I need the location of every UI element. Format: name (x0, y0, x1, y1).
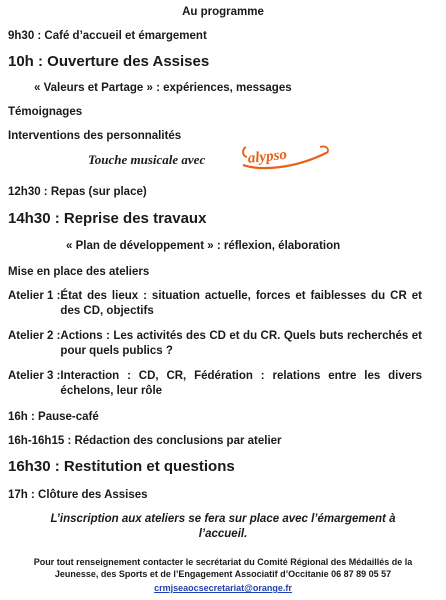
inscription-note: L’inscription aux ateliers se fera sur place avec l’émargement à l’accueil. (50, 513, 396, 540)
page-title: Au programme (182, 6, 264, 18)
atelier-2-text: Actions : Les activités des CD et du CR. Quels buts recherchés et pour quels publics ? (60, 330, 422, 357)
cafe-line: 9h30 : Café d’accueil et émargement (8, 30, 207, 42)
redaction-line: 16h-16h15 : Rédaction des conclusions par atelier (8, 435, 282, 447)
ouverture-heading: 10h : Ouverture des Assises (8, 53, 210, 70)
atelier-1 (8, 289, 422, 319)
email-link[interactable]: crmjseaocsecretariat@orange.fr (154, 583, 292, 593)
plan-line: « Plan de développement » : réflexion, élaboration (66, 240, 341, 252)
atelier-1-label: Atelier 1 : (8, 290, 61, 302)
cloture-line: 17h : Clôture des Assises (8, 489, 148, 501)
atelier-3-label: Atelier 3 : (8, 370, 61, 382)
atelier-2-label: Atelier 2 : (8, 330, 61, 342)
mise-en-place-line: Mise en place des ateliers (8, 266, 150, 278)
atelier-1-text: État des lieux : situation actuelle, forces et faiblesses du CR et des CD, objectifs (60, 290, 422, 317)
atelier-3-text: Interaction : CD, CR, Fédération : relations entre les divers échelons, leur rôle (60, 370, 422, 397)
restitution-heading: 16h30 : Restitution et questions (8, 458, 235, 475)
atelier-2 (8, 329, 422, 359)
svg-text:alypso: alypso (247, 146, 288, 167)
repas-line: 12h30 : Repas (sur place) (8, 186, 147, 198)
atelier-3 (8, 369, 422, 399)
touche-musicale-label: Touche musicale avec (88, 152, 206, 167)
interventions-line: Interventions des personnalités (8, 130, 182, 142)
reprise-heading: 14h30 : Reprise des travaux (8, 210, 207, 227)
pause-line: 16h : Pause-café (8, 411, 99, 423)
calypso-logo (240, 143, 332, 173)
valeurs-line: « Valeurs et Partage » : expériences, messages (34, 82, 292, 94)
contact-info: Pour tout renseignement contacter le secrétariat du Comité Régional des Médaillés de la Jeunesse, des Sports et de l’Engagement Associatif d’Occitanie 06 87 89 05 57 (33, 557, 413, 579)
temoignages-line: Témoignages (8, 106, 83, 118)
